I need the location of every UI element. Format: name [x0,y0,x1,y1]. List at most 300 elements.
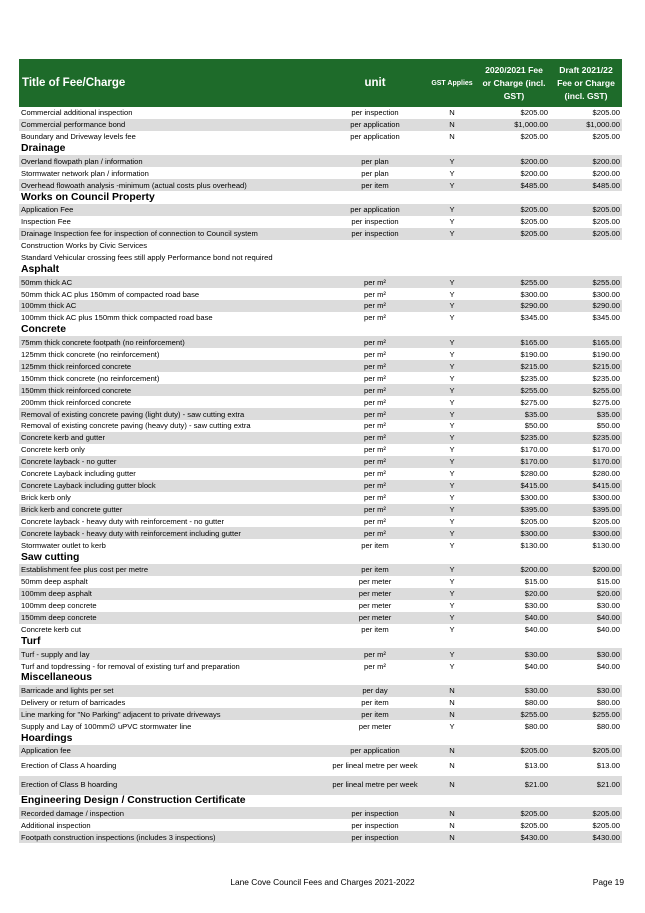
fee-title: Concrete layback - heavy duty with reinforcement - no gutter [21,516,225,526]
fee-draft-2021-22: $290.00 [550,300,622,312]
table-row [19,360,622,372]
fee-draft-2021-22: $40.00 [596,625,620,635]
fee-draft-2021-22: $50.00 [596,421,620,431]
note-row [19,240,622,252]
fee-draft-2021-22: $165.00 [550,336,622,348]
gst-applies: Y [426,648,478,660]
fee-unit: per day [324,685,426,697]
fee-unit: per application [324,204,426,216]
table-row [19,216,622,228]
fee-2020-2021: $235.00 [478,432,550,444]
fee-draft-2021-22: $200.00 [550,564,622,576]
fee-title: Concrete Layback including gutter block [19,480,324,492]
gst-applies: Y [426,179,478,191]
fee-2020-2021: $430.00 [478,831,550,843]
table-row [19,468,622,480]
fee-unit: per m² [364,397,386,407]
fee-unit: per m² [364,661,386,671]
fee-2020-2021: $255.00 [478,708,550,720]
fee-title: Delivery or return of barricades [21,698,126,707]
fee-2020-2021: $15.00 [524,577,548,587]
fee-unit: per m² [364,349,386,359]
fee-draft-2021-22: $190.00 [592,349,620,359]
gst-applies: Y [426,612,478,624]
fee-draft-2021-22: $21.00 [550,776,622,795]
fee-unit: per inspection [351,820,399,830]
table-row [19,432,622,444]
fee-draft-2021-22: $205.00 [592,108,620,118]
fee-draft-2021-22: $205.00 [550,228,622,240]
fee-2020-2021: $395.00 [478,504,550,516]
fee-draft-2021-22: $235.00 [592,373,620,383]
table-row [19,444,622,456]
fee-unit: per lineal metre per week [324,776,426,795]
fee-unit: per inspection [324,228,426,240]
fee-draft-2021-22: $13.00 [596,761,620,771]
fee-draft-2021-22: $205.00 [592,516,620,526]
table-row [19,167,622,179]
gst-applies: Y [449,540,455,550]
fee-draft-2021-22: $40.00 [550,612,622,624]
gst-applies: Y [426,527,478,539]
table-row [19,384,622,396]
fee-draft-2021-22: $415.00 [550,480,622,492]
fee-2020-2021: $235.00 [520,373,548,383]
gst-applies: Y [449,469,455,479]
fee-2020-2021: $200.00 [478,564,550,576]
fee-draft-2021-22: $205.00 [592,820,620,830]
fee-2020-2021: $205.00 [520,108,548,118]
gst-applies: Y [449,313,455,323]
table-row [19,107,622,119]
header-unit: unit [324,59,426,107]
section-heading-row [19,324,622,337]
table-row [19,819,622,831]
fee-title: Turf and topdressing - for removal of existing turf and preparation [21,661,240,671]
section-heading-row [19,264,622,277]
fee-2020-2021: $40.00 [524,625,548,635]
fee-title: Additional inspection [21,820,91,830]
section-heading: Miscellaneous [19,672,622,685]
gst-applies: Y [426,276,478,288]
fee-unit: per m² [324,648,426,660]
fee-draft-2021-22: $205.00 [592,217,620,227]
gst-applies: Y [426,564,478,576]
fee-unit: per item [324,564,426,576]
fee-draft-2021-22: $200.00 [592,168,620,178]
fee-2020-2021: $170.00 [478,456,550,468]
fee-2020-2021: $190.00 [520,349,548,359]
note-text: Construction Works by Civic Services [19,240,622,252]
fee-unit: per m² [364,516,386,526]
gst-applies: Y [449,516,455,526]
table-row [19,300,622,312]
fee-draft-2021-22: $170.00 [592,445,620,455]
fee-2020-2021: $40.00 [524,661,548,671]
fee-title: 50mm thick AC [19,276,324,288]
fee-2020-2021: $20.00 [478,588,550,600]
fee-title: Application Fee [19,204,324,216]
fee-unit: per m² [364,289,386,299]
gst-applies: Y [426,204,478,216]
fee-title: Concrete kerb cut [21,625,81,635]
gst-applies: N [449,820,455,830]
header-title: Title of Fee/Charge [19,59,324,107]
table-row [19,119,622,131]
gst-applies: Y [426,588,478,600]
fee-draft-2021-22: $205.00 [550,745,622,757]
fees-table [19,59,622,843]
header-fee-draft-2021-22: Draft 2021/22 Fee or Charge (incl. GST) [550,59,622,107]
fee-draft-2021-22: $205.00 [592,132,620,142]
table-row [19,745,622,757]
fee-2020-2021: $130.00 [520,540,548,550]
fee-2020-2021: $1,000.00 [478,119,550,131]
fee-title: Commercial performance bond [19,119,324,131]
gst-applies: N [426,831,478,843]
fee-title: Line marking for "No Parking" adjacent to private driveways [19,708,324,720]
table-row [19,685,622,697]
header-gst: GST Applies [426,59,478,107]
note-row [19,252,622,264]
fee-title: Barricade and lights per set [19,685,324,697]
table-row [19,757,622,776]
fee-draft-2021-22: $35.00 [550,408,622,420]
gst-applies: Y [449,349,455,359]
fee-draft-2021-22: $255.00 [550,276,622,288]
gst-applies: N [426,685,478,697]
fee-title: 125mm thick concrete (no reinforcement) [21,349,160,359]
gst-applies: Y [449,661,455,671]
table-row [19,276,622,288]
fee-unit: per inspection [351,108,399,118]
fee-draft-2021-22: $200.00 [550,155,622,167]
fee-draft-2021-22: $30.00 [596,601,620,611]
gst-applies: Y [449,625,455,635]
fee-unit: per m² [324,384,426,396]
table-row [19,372,622,384]
fee-2020-2021: $50.00 [524,421,548,431]
fee-title: Boundary and Driveway levels fee [21,132,136,142]
table-row [19,600,622,612]
table-header [19,59,622,107]
fee-unit: per m² [364,313,386,323]
gst-applies: Y [449,373,455,383]
fee-2020-2021: $35.00 [478,408,550,420]
fee-2020-2021: $215.00 [478,360,550,372]
fee-draft-2021-22: $1,000.00 [550,119,622,131]
table-row [19,720,622,732]
fee-draft-2021-22: $345.00 [592,313,620,323]
header-fee-2020-2021: 2020/2021 Fee or Charge (incl. GST) [478,59,550,107]
gst-applies: Y [426,336,478,348]
fee-draft-2021-22: $30.00 [550,685,622,697]
fee-draft-2021-22: $205.00 [550,204,622,216]
gst-applies: Y [449,577,455,587]
fee-title: Concrete layback - heavy duty with reinforcement including gutter [19,527,324,539]
table-row [19,228,622,240]
fee-title: Establishment fee plus cost per metre [19,564,324,576]
fee-title: 100mm thick AC [19,300,324,312]
fee-title: Erection of Class B hoarding [19,776,324,795]
table-row [19,516,622,528]
fee-title: 50mm deep asphalt [21,577,88,587]
fee-unit: per m² [364,421,386,431]
fee-unit: per m² [324,480,426,492]
fee-unit: per m² [324,408,426,420]
fee-2020-2021: $300.00 [520,493,548,503]
gst-applies: N [426,776,478,795]
section-heading: Saw cutting [19,551,622,564]
fee-draft-2021-22: $215.00 [550,360,622,372]
fee-2020-2021: $30.00 [478,685,550,697]
fee-draft-2021-22: $255.00 [550,384,622,396]
fee-draft-2021-22: $395.00 [550,504,622,516]
fee-draft-2021-22: $205.00 [550,807,622,819]
fee-title: Removal of existing concrete paving (light duty) - saw cutting extra [19,408,324,420]
fee-title: Turf - supply and lay [19,648,324,660]
table-row [19,504,622,516]
fee-2020-2021: $205.00 [520,217,548,227]
table-row [19,648,622,660]
fee-unit: per item [324,708,426,720]
section-heading-row [19,143,622,156]
table-body [19,107,622,843]
table-row [19,776,622,795]
fee-unit: per item [361,625,389,635]
section-heading: Engineering Design / Construction Certificate [19,795,622,808]
gst-applies: Y [449,601,455,611]
table-row [19,624,622,636]
table-row [19,831,622,843]
fee-unit: per m² [324,336,426,348]
fee-draft-2021-22: $40.00 [596,661,620,671]
fee-title: 200mm thick reinforced concrete [21,397,132,407]
fee-title: 50mm thick AC plus 150mm of compacted road base [21,289,200,299]
fee-draft-2021-22: $170.00 [550,456,622,468]
fee-draft-2021-22: $280.00 [592,469,620,479]
fee-title: Erection of Class A hoarding [21,761,117,771]
fee-unit: per item [361,540,389,550]
section-heading: Turf [19,636,622,649]
fee-2020-2021: $205.00 [520,516,548,526]
gst-applies: N [449,108,455,118]
fee-2020-2021: $165.00 [478,336,550,348]
fee-title: Inspection Fee [21,217,71,227]
fee-title: Drainage Inspection fee for inspection of connection to Council system [19,228,324,240]
gst-applies: Y [426,432,478,444]
fee-unit: per item [324,179,426,191]
fee-2020-2021: $170.00 [520,445,548,455]
fee-2020-2021: $13.00 [524,761,548,771]
fee-2020-2021: $415.00 [478,480,550,492]
fee-title: 100mm deep concrete [21,601,97,611]
table-row [19,204,622,216]
gst-applies: Y [449,445,455,455]
section-heading-row [19,795,622,808]
table-row [19,539,622,551]
fee-2020-2021: $21.00 [478,776,550,795]
gst-applies: Y [449,721,455,731]
fee-2020-2021: $290.00 [478,300,550,312]
fee-title: 150mm deep concrete [19,612,324,624]
table-row [19,179,622,191]
note-text: Standard Vehicular crossing fees still apply Performance bond not required [19,252,622,264]
page-number: Page 19 [592,877,624,887]
table-row [19,697,622,709]
fee-draft-2021-22: $300.00 [550,527,622,539]
fee-2020-2021: $200.00 [520,168,548,178]
fee-draft-2021-22: $300.00 [592,289,620,299]
gst-applies: Y [426,360,478,372]
fee-unit: per meter [358,721,392,731]
gst-applies: Y [426,384,478,396]
gst-applies: Y [449,397,455,407]
gst-applies: Y [426,480,478,492]
fee-draft-2021-22: $130.00 [592,540,620,550]
table-row [19,288,622,300]
fee-unit: per m² [364,493,386,503]
fee-2020-2021: $205.00 [520,820,548,830]
fee-unit: per plan [361,168,389,178]
fee-unit: per m² [324,360,426,372]
fee-unit: per meter [358,601,392,611]
gst-applies: Y [449,168,455,178]
table-row [19,336,622,348]
gst-applies: Y [426,456,478,468]
fee-draft-2021-22: $30.00 [550,648,622,660]
fee-unit: per meter [324,588,426,600]
fee-draft-2021-22: $255.00 [550,708,622,720]
fee-title: 150mm thick reinforced concrete [19,384,324,396]
fee-draft-2021-22: $80.00 [596,698,620,707]
fee-unit: per meter [358,577,392,587]
footer-title: Lane Cove Council Fees and Charges 2021-2022 [230,877,415,887]
fee-2020-2021: $255.00 [478,384,550,396]
gst-applies: N [449,132,455,142]
fee-title: Stormwater network plan / information [21,168,149,178]
fee-2020-2021: $300.00 [478,527,550,539]
fee-draft-2021-22: $300.00 [592,493,620,503]
table-row [19,480,622,492]
fee-unit: per item [361,698,389,707]
table-row [19,420,622,432]
table-row [19,660,622,672]
fee-unit: per m² [364,445,386,455]
table-row [19,131,622,143]
fee-2020-2021: $205.00 [478,228,550,240]
gst-applies: N [426,807,478,819]
fee-title: 75mm thick concrete footpath (no reinforcement) [19,336,324,348]
fee-unit: per m² [324,432,426,444]
fee-2020-2021: $485.00 [478,179,550,191]
fee-2020-2021: $40.00 [478,612,550,624]
fee-2020-2021: $205.00 [478,204,550,216]
table-row [19,396,622,408]
fee-draft-2021-22: $80.00 [596,721,620,731]
fee-unit: per meter [324,612,426,624]
fee-unit: per m² [324,527,426,539]
fee-2020-2021: $30.00 [524,601,548,611]
table-row [19,612,622,624]
gst-applies: Y [426,228,478,240]
gst-applies: Y [449,421,455,431]
fee-draft-2021-22: $485.00 [550,179,622,191]
gst-applies: Y [449,217,455,227]
fee-draft-2021-22: $15.00 [596,577,620,587]
fee-draft-2021-22: $430.00 [550,831,622,843]
fee-title: Concrete layback - no gutter [19,456,324,468]
gst-applies: Y [449,493,455,503]
fee-unit: per m² [364,469,386,479]
fee-unit: per application [324,119,426,131]
fee-2020-2021: $280.00 [520,469,548,479]
fee-2020-2021: $200.00 [478,155,550,167]
fee-unit: per m² [364,373,386,383]
fee-title: Brick kerb and concrete gutter [19,504,324,516]
fee-title: 150mm thick concrete (no reinforcement) [21,373,160,383]
table-row [19,408,622,420]
fee-title: Concrete Layback including gutter [21,469,136,479]
fee-title: Application fee [19,745,324,757]
fee-2020-2021: $255.00 [478,276,550,288]
fee-2020-2021: $205.00 [478,807,550,819]
section-heading: Drainage [19,143,622,156]
gst-applies: Y [426,300,478,312]
fee-title: 125mm thick reinforced concrete [19,360,324,372]
fee-draft-2021-22: $20.00 [550,588,622,600]
section-heading-row [19,636,622,649]
fee-title: Concrete kerb and gutter [19,432,324,444]
fee-unit: per inspection [324,807,426,819]
section-heading: Works on Council Property [19,191,622,204]
gst-applies: Y [449,289,455,299]
fee-2020-2021: $300.00 [520,289,548,299]
table-row [19,492,622,504]
fee-unit: per application [324,745,426,757]
fee-unit: per m² [324,456,426,468]
fee-title: Concrete kerb only [21,445,85,455]
section-heading-row [19,732,622,745]
fee-title: Stormwater outlet to kerb [21,540,106,550]
fee-unit: per m² [324,504,426,516]
fee-title: Overland flowpath plan / information [19,155,324,167]
fee-draft-2021-22: $235.00 [550,432,622,444]
section-heading-row [19,191,622,204]
fee-title: Removal of existing concrete paving (heavy duty) - saw cutting extra [21,421,251,431]
table-row [19,312,622,324]
table-row [19,807,622,819]
gst-applies: N [449,698,455,707]
gst-applies: Y [426,408,478,420]
table-row [19,576,622,588]
fee-title: 100mm deep asphalt [19,588,324,600]
table-row [19,155,622,167]
fee-unit: per inspection [351,217,399,227]
fee-unit: per application [350,132,400,142]
gst-applies: N [426,745,478,757]
table-row [19,708,622,720]
fee-2020-2021: $345.00 [520,313,548,323]
fee-unit: per inspection [324,831,426,843]
gst-applies: N [449,761,455,771]
fee-2020-2021: $30.00 [478,648,550,660]
fee-2020-2021: $205.00 [520,132,548,142]
fee-unit: per m² [324,276,426,288]
gst-applies: Y [426,504,478,516]
fee-title: Footpath construction inspections (includes 3 inspections) [19,831,324,843]
section-heading-row [19,672,622,685]
